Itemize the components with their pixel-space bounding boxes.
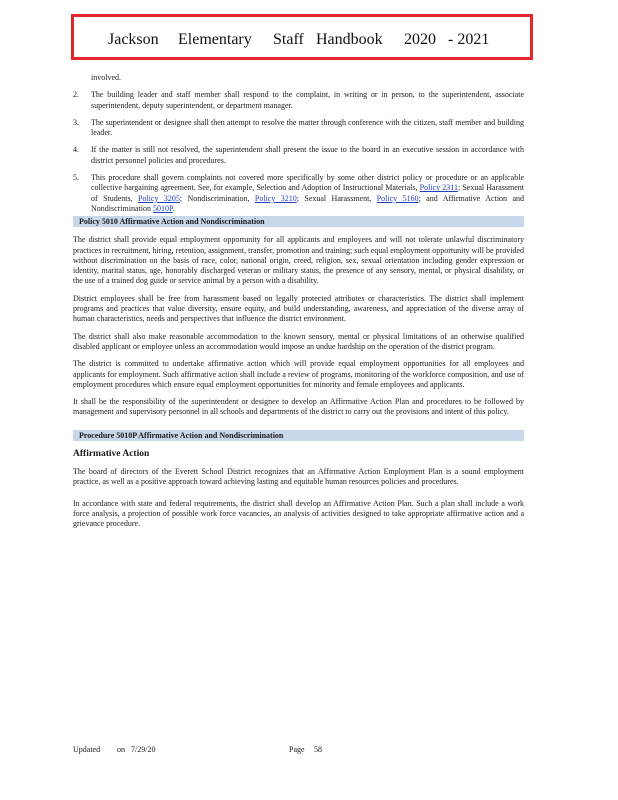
list-text: If the matter is still not resolved, the superintendent shall present the issue to the board in an executive session in accordance with district personnel policies and procedures. [91, 145, 524, 165]
handbook-header [71, 14, 533, 60]
procedure-paragraph: The board of directors of the Everett School District recognizes that an Affirmative Action Employment Plan is a sound employment practice, as well as a positive approach toward achieving lasting and equitable human resources policies and procedures. [73, 467, 524, 487]
header-doc-staff: Staff [273, 31, 304, 48]
policy-3205-link[interactable]: Policy 3205 [138, 193, 180, 203]
intro-text: involved. [91, 73, 121, 82]
header-doc-handbook: Handbook [316, 31, 383, 48]
list-number: 2. [73, 90, 79, 100]
policy-paragraph: The district shall provide equal employment opportunity for all applicants and employees and will not tolerate unlawful discriminatory practices in recruitment, hiring, retention, assignment, transfer, promotion and training; such equal employment opportunity will be provided without discrimination on the basis of race, color, national origin, creed, religion, sex, sexual orientation including gender expression or identity, marital status, age, honorably discharged veteran or military status, the presence of any sensory, mental, or physical disability, or the use of a trained dog guide or service animal by a person with a disability. [73, 235, 524, 286]
list-text: . [172, 203, 175, 213]
footer-page-label: Page [289, 745, 305, 754]
policy-section-bar: Policy 5010 Affirmative Action and Nondiscrimination [73, 216, 524, 227]
header-school-type: Elementary [178, 31, 252, 48]
footer-page-number: 58 [314, 745, 322, 754]
footer-date: 7/29/20 [131, 745, 156, 754]
policy-5160-link[interactable]: Policy 5160 [376, 193, 419, 203]
procedure-paragraph: In accordance with state and federal requirements, the district shall develop an Affirmative Action Plan. Such a plan shall include a work force analysis, a projection of possible work force vacancies, an analysis of activities designed to take appropriate affirmative action and a grievance procedure. [73, 498, 524, 529]
header-year-end: - 2021 [448, 31, 490, 48]
policy-5010p-link[interactable]: 5010P [153, 203, 173, 213]
policy-paragraph: The district is committed to undertake affirmative action which will provide equal employment opportunities for all employees and applicants for employment. Such affirmative action shall include a review of programs, monitoring of the workforce composition, and use of employment procedures which ensure equal employment opportunities for minority and female employees and applicants. [73, 359, 524, 389]
list-item [73, 145, 524, 166]
list-text: ; Sexual Harassment, [296, 193, 372, 203]
list-text: This procedure shall govern complaints not covered more specifically by some other district policy or procedure or an applicable collective bargaining agreement. See, for example, Selection and Adoption of Instructional Materials, [91, 173, 524, 193]
policy-paragraph: It shall be the responsibility of the superintendent or designee to develop an Affirmative Action Plan and procedures to be followed by management and supervisory personnel in all schools and departments of the district to carry out the provisions and intent of this policy. [73, 397, 524, 417]
policy-paragraph: The district shall also make reasonable accommodation to the known sensory, mental or physical limitations of an otherwise qualified disabled applicant or employee unless an accommodation would impose an undue hardship on the operation of the district program. [73, 331, 524, 351]
list-text: The building leader and staff member shall respond to the complaint, in writing or in person, to the superintendent, associate superintendent, deputy superintendent, or department manager. [91, 90, 524, 110]
list-text: The superintendent or designee shall then attempt to resolve the matter through conference with the citizen, staff member and building leader. [91, 117, 524, 138]
list-number: 3. [73, 117, 79, 127]
procedure-heading: Affirmative Action [73, 448, 150, 459]
list-item [73, 118, 524, 139]
policy-3210-link[interactable]: Policy 3210 [254, 193, 297, 203]
list-text: ; Nondiscrimination, [179, 193, 250, 203]
header-school: Jackson [108, 31, 159, 48]
footer-updated-label: Updated [73, 745, 101, 754]
complaint-steps-list [73, 90, 524, 214]
page-content [73, 73, 524, 537]
policy-2311-link[interactable]: Policy 2311 [419, 183, 458, 193]
list-item [73, 173, 524, 214]
procedure-section-bar: Procedure 5010P Affirmative Action and Nondiscrimination [73, 430, 524, 441]
policy-paragraph: District employees shall be free from harassment based on legally protected attributes or characteristics. The district shall implement programs and practices that value diversity, ensure equity, and build understanding, awareness, and appreciation of the diverse array of human characteristics, needs and perspectives that influence the district environment. [73, 293, 524, 324]
footer-on-label: on [117, 745, 125, 754]
list-item [73, 90, 524, 111]
list-text: ; Sexual Harassment of Students, [91, 183, 525, 203]
header-year-start: 2020 [404, 31, 436, 48]
list-number: 4. [73, 145, 79, 155]
list-number: 5. [73, 173, 79, 183]
list-text: ; and Affirmative Action and Nondiscrimination [91, 193, 524, 213]
